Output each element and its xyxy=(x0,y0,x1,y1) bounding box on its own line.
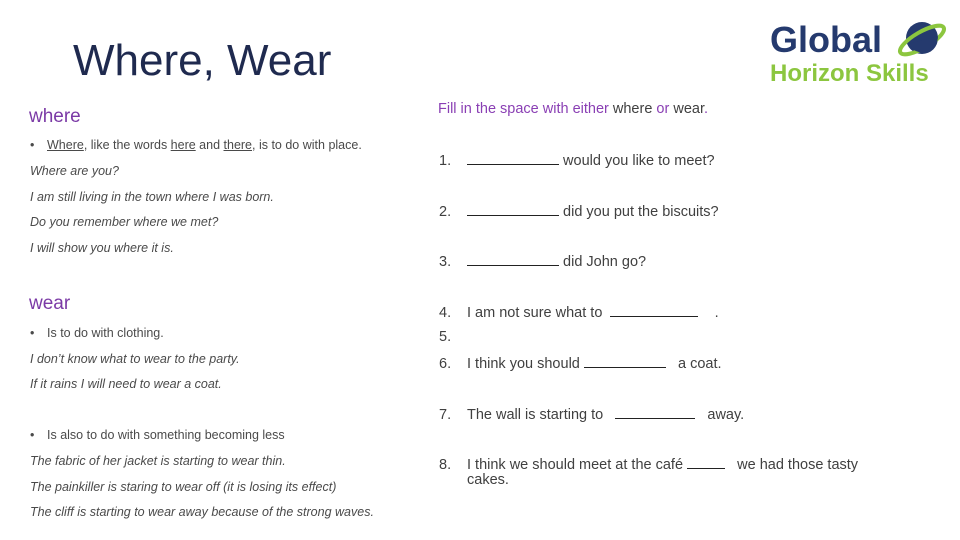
exercise-instruction: Fill in the space with either where or wear. xyxy=(438,101,709,117)
where-example: I will show you where it is. xyxy=(30,241,174,255)
question-5: 5. xyxy=(439,329,452,345)
answer-blank[interactable] xyxy=(467,253,559,266)
question-8: 8. I think we should meet at the café we had those tasty xyxy=(439,457,859,473)
question-8-continuation: cakes. xyxy=(467,472,509,488)
answer-blank[interactable] xyxy=(467,203,559,216)
question-6: 6. I think you should a coat. xyxy=(439,356,722,372)
where-bullet: • Where, like the words here and there, is to do with place. xyxy=(30,138,362,152)
wear-example: If it rains I will need to wear a coat. xyxy=(30,377,222,391)
page-title: Where, Wear xyxy=(73,36,332,85)
planet-icon xyxy=(896,21,947,60)
where-example: Where are you? xyxy=(30,164,119,178)
answer-blank[interactable] xyxy=(610,304,698,317)
question-3: 3. did John go? xyxy=(439,254,647,270)
logo-graphic xyxy=(768,14,948,86)
svg-text:Global: Global xyxy=(770,19,883,60)
answer-blank[interactable] xyxy=(584,355,666,368)
wear-example: The fabric of her jacket is starting to wear thin. xyxy=(30,454,286,468)
answer-blank[interactable] xyxy=(467,152,559,165)
wear-example: The cliff is starting to wear away because of the strong waves. xyxy=(30,505,374,519)
wear-bullet-becoming-less: • Is also to do with something becoming less xyxy=(30,428,285,442)
where-heading: where xyxy=(29,106,81,127)
wear-example: The painkiller is staring to wear off (it is losing its effect) xyxy=(30,480,337,494)
question-7: 7. The wall is starting to away. xyxy=(439,407,745,423)
global-horizon-skills-logo xyxy=(768,14,948,86)
wear-heading: wear xyxy=(29,293,71,314)
answer-blank[interactable] xyxy=(615,406,695,419)
where-example: I am still living in the town where I was born. xyxy=(30,190,274,204)
where-example: Do you remember where we met? xyxy=(30,215,219,229)
answer-blank[interactable] xyxy=(687,456,725,469)
svg-text:Horizon Skills: Horizon Skills xyxy=(770,60,929,86)
wear-bullet-clothing: • Is to do with clothing. xyxy=(30,326,164,340)
wear-example: I don’t know what to wear to the party. xyxy=(30,352,240,366)
question-2: 2. did you put the biscuits? xyxy=(439,204,719,220)
question-4: 4. I am not sure what to . xyxy=(439,305,719,321)
question-1: 1. would you like to meet? xyxy=(439,153,715,169)
